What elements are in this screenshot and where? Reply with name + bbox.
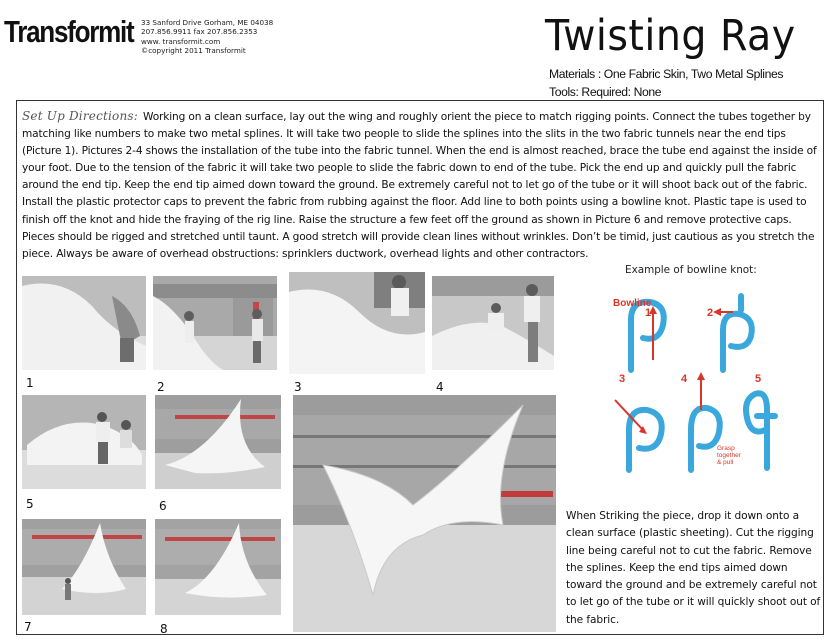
copyright-line: ©copyright 2011 Transformit bbox=[141, 46, 246, 56]
tools-line: Tools: Required: None bbox=[549, 85, 662, 99]
bowline-caption: Example of bowline knot: bbox=[625, 264, 757, 276]
photo-number-3: 3 bbox=[294, 380, 302, 394]
photo-number-4: 4 bbox=[436, 380, 444, 394]
photo-8 bbox=[155, 519, 281, 615]
bowline-step-3: 3 bbox=[619, 373, 626, 385]
photo-number-6: 6 bbox=[159, 499, 167, 513]
photo-3 bbox=[289, 272, 425, 374]
bowline-grasp-note-2: together bbox=[717, 452, 741, 459]
phone-line: 207.856.9911 fax 207.856.2353 bbox=[141, 27, 258, 37]
bowline-step-2: 2 bbox=[707, 307, 714, 319]
photo-1 bbox=[22, 276, 146, 370]
bowline-step-5: 5 bbox=[755, 373, 762, 385]
photo-7 bbox=[22, 519, 146, 615]
setup-directions bbox=[22, 108, 820, 263]
main-photo bbox=[293, 395, 556, 632]
bowline-step-1: 1 bbox=[645, 307, 652, 319]
company-address bbox=[141, 18, 341, 56]
photo-6 bbox=[155, 395, 281, 489]
photo-number-7: 7 bbox=[24, 620, 32, 634]
striking-directions: When Striking the piece, drop it down onto a clean surface (plastic sheeting). Cut the rigging line being careful not to cut the fabric. Remove the splines. Keep the end tips aimed down toward the ground and be extremely careful not to let go of the tube or it will quickly shoot out of the fabric. bbox=[566, 510, 821, 626]
setup-directions-label: Set Up Directions: bbox=[22, 109, 139, 123]
bowline-grasp-note-1: Grasp bbox=[717, 445, 735, 452]
bowline-grasp-note-3: & pull bbox=[717, 459, 734, 466]
materials-line: Materials : One Fabric Skin, Two Metal Splines bbox=[549, 67, 784, 81]
photo-4 bbox=[432, 276, 554, 370]
photo-2 bbox=[153, 276, 277, 370]
photo-number-2: 2 bbox=[157, 380, 165, 394]
setup-directions-text: Working on a clean surface, lay out the wing and roughly orient the piece to match rigging points. Connect the tubes together by matching like numbers to make two metal splines. It will take two people to slide the splines into the slits in the two fabric tunnels near the end tips (Picture 1). Pictures 2-4 shows the installation of the tube into the fabric tunnel. When the end is almost reached, brace the tube end against the inside of your foot. Due to the tension of the fabric it will take two people to slide the fabric down to end of the tube. Pick the end up and quickly pull the fabric around the end tip. Keep the end tip aimed down toward the ground. Be extremely careful not to let go of the tube or it will shoot back out of the fabric. Install the plastic protector caps to prevent the fabric from rubbing against the floor. Add line to both points using a bowline knot. Plastic tape is used to finish off the knot and hide the fraying of the rig line. Raise the structure a few feet off the ground as shown in Picture 6 and remove protective caps. Pieces should be rigged and stretched until taunt. A good stretch will provide clean lines without wrinkles. Don’t be timid, just cautious as you stretch the piece. Always be aware of overhead obstructions: sprinklers ductwork, overhead lights and other contractors. bbox=[22, 111, 817, 260]
product-title: Twisting Ray bbox=[545, 11, 796, 61]
website-line: www. transformit.com bbox=[141, 36, 221, 46]
bowline-knot-diagram bbox=[605, 290, 785, 480]
photo-number-1: 1 bbox=[26, 376, 34, 390]
photo-number-8: 8 bbox=[160, 622, 168, 636]
address-line: 33 Sanford Drive Gorham, ME 04038 bbox=[141, 18, 274, 27]
bowline-step-4: 4 bbox=[681, 373, 688, 385]
bowline-title: Bowline bbox=[613, 298, 652, 309]
photo-5 bbox=[22, 395, 146, 489]
company-logo: Transformit bbox=[4, 14, 134, 49]
photo-number-5: 5 bbox=[26, 497, 34, 511]
